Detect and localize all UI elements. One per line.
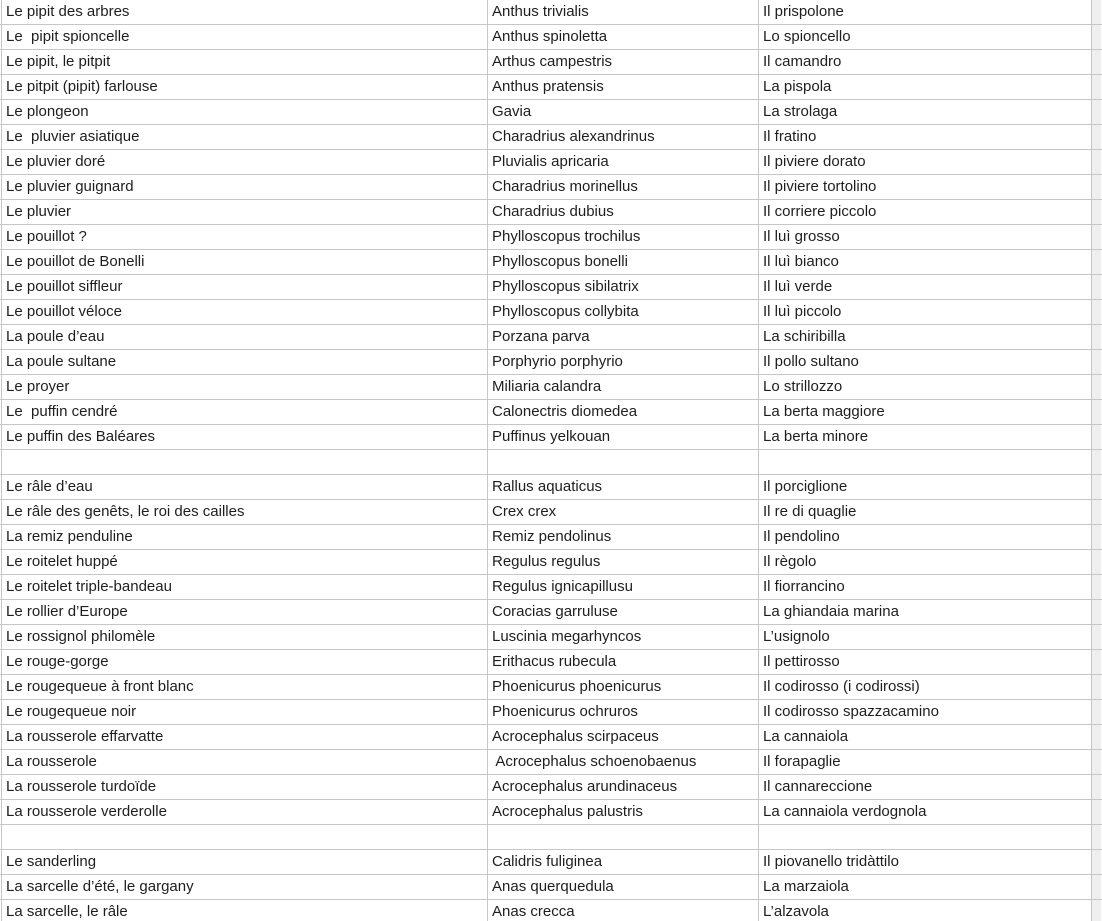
cell-italian-name[interactable] [759,825,1092,849]
cell-latin-name[interactable]: Acrocephalus palustris [488,800,759,824]
partial-column-edge [1092,300,1101,324]
cell-french-name[interactable]: Le pouillot de Bonelli [1,250,488,274]
cell-italian-name[interactable]: Il piviere dorato [759,150,1092,174]
cell-french-name[interactable]: Le roitelet triple-bandeau [1,575,488,599]
partial-column-edge [1092,200,1101,224]
cell-french-name[interactable]: La rousserole [1,750,488,774]
cell-french-name[interactable]: La poule d’eau [1,325,488,349]
cell-italian-name[interactable]: Il luì piccolo [759,300,1092,324]
cell-french-name[interactable]: La rousserole verderolle [1,800,488,824]
cell-french-name[interactable]: Le rollier d’Europe [1,600,488,624]
partial-column-edge [1092,225,1101,249]
cell-french-name[interactable]: Le pitpit (pipit) farlouse [1,75,488,99]
table-row [0,100,1102,125]
cell-latin-name[interactable]: Miliaria calandra [488,375,759,399]
cell-french-name[interactable]: Le rossignol philomèle [1,625,488,649]
partial-column-edge [1092,425,1101,449]
cell-latin-name[interactable]: Anas querquedula [488,875,759,899]
table-row [0,25,1102,50]
table-row [0,200,1102,225]
cell-italian-name[interactable]: Il forapaglie [759,750,1092,774]
table-row [0,475,1102,500]
table-row [0,550,1102,575]
cell-french-name[interactable]: Le rouge-gorge [1,650,488,674]
cell-italian-name[interactable]: L’usignolo [759,625,1092,649]
cell-french-name[interactable]: Le puffin des Baléares [1,425,488,449]
table-row [0,400,1102,425]
cell-latin-name[interactable]: Phoenicurus phoenicurus [488,675,759,699]
table-row [0,625,1102,650]
cell-french-name[interactable]: Le puffin cendré [1,400,488,424]
partial-column-edge [1092,75,1101,99]
table-row [0,425,1102,450]
table-row [0,0,1102,25]
table-row [0,75,1102,100]
partial-column-edge [1092,400,1101,424]
cell-french-name[interactable]: Le pipit spioncelle [1,25,488,49]
partial-column-edge [1092,550,1101,574]
partial-column-edge [1092,700,1101,724]
cell-latin-name[interactable]: Rallus aquaticus [488,475,759,499]
cell-french-name[interactable]: Le roitelet huppé [1,550,488,574]
cell-latin-name[interactable]: Regulus ignicapillusu [488,575,759,599]
partial-column-edge [1092,350,1101,374]
cell-latin-name[interactable] [488,825,759,849]
cell-french-name[interactable]: La rousserole effarvatte [1,725,488,749]
partial-column-edge [1092,275,1101,299]
cell-french-name[interactable]: Le pluvier asiatique [1,125,488,149]
table-row [0,650,1102,675]
cell-latin-name[interactable]: Acrocephalus schoenobaenus [488,750,759,774]
partial-column-edge [1092,50,1101,74]
cell-french-name[interactable] [1,825,488,849]
cell-latin-name[interactable]: Phylloscopus sibilatrix [488,275,759,299]
table-row [0,775,1102,800]
cell-italian-name[interactable]: Il fiorrancino [759,575,1092,599]
partial-column-edge [1092,250,1101,274]
table-row [0,675,1102,700]
cell-french-name[interactable]: Le pluvier guignard [1,175,488,199]
table-row [0,525,1102,550]
cell-italian-name[interactable]: La berta minore [759,425,1092,449]
table-row [0,500,1102,525]
cell-latin-name[interactable]: Gavia [488,100,759,124]
cell-italian-name[interactable]: Il pendolino [759,525,1092,549]
table-row [0,375,1102,400]
cell-french-name[interactable]: Le râle des genêts, le roi des cailles [1,500,488,524]
table-row [0,175,1102,200]
cell-french-name[interactable] [1,450,488,474]
table-row [0,850,1102,875]
cell-latin-name[interactable]: Luscinia megarhyncos [488,625,759,649]
table-row [0,50,1102,75]
cell-latin-name[interactable]: Anas crecca [488,900,759,921]
partial-column-edge [1092,900,1101,921]
partial-column-edge [1092,500,1101,524]
partial-column-edge [1092,675,1101,699]
cell-latin-name[interactable]: Puffinus yelkouan [488,425,759,449]
cell-french-name[interactable]: Le pouillot siffleur [1,275,488,299]
cell-italian-name[interactable]: Il codirosso spazzacamino [759,700,1092,724]
cell-latin-name[interactable]: Calonectris diomedea [488,400,759,424]
table-row [0,750,1102,775]
cell-italian-name[interactable]: Il règolo [759,550,1092,574]
cell-latin-name[interactable]: Calidris fuliginea [488,850,759,874]
cell-latin-name[interactable]: Pluvialis apricaria [488,150,759,174]
cell-latin-name[interactable]: Anthus spinoletta [488,25,759,49]
cell-italian-name[interactable] [759,450,1092,474]
partial-column-edge [1092,850,1101,874]
partial-column-edge [1092,100,1101,124]
partial-column-edge [1092,125,1101,149]
cell-italian-name[interactable]: La cannaiola [759,725,1092,749]
cell-italian-name[interactable]: Il pettirosso [759,650,1092,674]
cell-italian-name[interactable]: Il corriere piccolo [759,200,1092,224]
table-row [0,450,1102,475]
partial-column-edge [1092,600,1101,624]
table-row [0,600,1102,625]
partial-column-edge [1092,475,1101,499]
cell-italian-name[interactable]: La ghiandaia marina [759,600,1092,624]
partial-column-edge [1092,725,1101,749]
cell-french-name[interactable]: Le râle d’eau [1,475,488,499]
partial-column-edge [1092,825,1101,849]
cell-french-name[interactable]: Le rougequeue noir [1,700,488,724]
cell-italian-name[interactable]: La berta maggiore [759,400,1092,424]
cell-italian-name[interactable]: Il camandro [759,50,1092,74]
cell-latin-name[interactable]: Arthus campestris [488,50,759,74]
cell-french-name[interactable]: Le pluvier doré [1,150,488,174]
cell-italian-name[interactable]: Il piovanello tridàttilo [759,850,1092,874]
partial-column-edge [1092,875,1101,899]
table-row [0,575,1102,600]
partial-column-edge [1092,625,1101,649]
cell-italian-name[interactable]: La pispola [759,75,1092,99]
cell-latin-name[interactable]: Anthus pratensis [488,75,759,99]
cell-latin-name[interactable]: Phylloscopus trochilus [488,225,759,249]
cell-french-name[interactable]: Le pluvier [1,200,488,224]
cell-italian-name[interactable]: Il re di quaglie [759,500,1092,524]
table-row [0,825,1102,850]
cell-italian-name[interactable]: Lo spioncello [759,25,1092,49]
cell-italian-name[interactable]: Il prispolone [759,0,1092,24]
partial-column-edge [1092,575,1101,599]
partial-column-edge [1092,150,1101,174]
table-row [0,800,1102,825]
cell-latin-name[interactable]: Porphyrio porphyrio [488,350,759,374]
table-row [0,300,1102,325]
table-row [0,700,1102,725]
partial-column-edge [1092,25,1101,49]
cell-french-name[interactable]: La rousserole turdoïde [1,775,488,799]
partial-column-edge [1092,175,1101,199]
cell-italian-name[interactable]: L’alzavola [759,900,1092,921]
cell-latin-name[interactable]: Phoenicurus ochruros [488,700,759,724]
cell-french-name[interactable]: La sarcelle d’été, le gargany [1,875,488,899]
cell-italian-name[interactable]: Il luì verde [759,275,1092,299]
cell-italian-name[interactable]: La strolaga [759,100,1092,124]
partial-column-edge [1092,375,1101,399]
cell-latin-name[interactable]: Charadrius morinellus [488,175,759,199]
cell-latin-name[interactable]: Erithacus rubecula [488,650,759,674]
cell-italian-name[interactable]: Il fratino [759,125,1092,149]
cell-french-name[interactable]: Le sanderling [1,850,488,874]
cell-latin-name[interactable]: Acrocephalus scirpaceus [488,725,759,749]
cell-french-name[interactable]: Le rougequeue à front blanc [1,675,488,699]
cell-french-name[interactable]: Le proyer [1,375,488,399]
partial-column-edge [1092,800,1101,824]
cell-french-name[interactable]: La poule sultane [1,350,488,374]
cell-french-name[interactable]: Le pouillot véloce [1,300,488,324]
cell-french-name[interactable]: Le pouillot ? [1,225,488,249]
table-row [0,725,1102,750]
partial-column-edge [1092,775,1101,799]
cell-french-name[interactable]: Le plongeon [1,100,488,124]
cell-italian-name[interactable]: La marzaiola [759,875,1092,899]
table-row [0,325,1102,350]
cell-italian-name[interactable]: Il luì bianco [759,250,1092,274]
cell-latin-name[interactable]: Phylloscopus bonelli [488,250,759,274]
cell-french-name[interactable]: Le pipit des arbres [1,0,488,24]
table-row [0,275,1102,300]
cell-latin-name[interactable]: Coracias garruluse [488,600,759,624]
cell-latin-name[interactable]: Porzana parva [488,325,759,349]
cell-italian-name[interactable]: Il pollo sultano [759,350,1092,374]
cell-latin-name[interactable]: Crex crex [488,500,759,524]
cell-latin-name[interactable]: Anthus trivialis [488,0,759,24]
partial-column-edge [1092,650,1101,674]
cell-latin-name[interactable]: Regulus regulus [488,550,759,574]
table-row [0,350,1102,375]
table-row [0,125,1102,150]
cell-italian-name[interactable]: Il piviere tortolino [759,175,1092,199]
partial-column-edge [1092,750,1101,774]
cell-italian-name[interactable]: La schiribilla [759,325,1092,349]
partial-column-edge [1092,325,1101,349]
table-row [0,250,1102,275]
cell-latin-name[interactable]: Acrocephalus arundinaceus [488,775,759,799]
partial-column-edge [1092,450,1101,474]
partial-column-edge [1092,525,1101,549]
table-row [0,875,1102,900]
cell-italian-name[interactable]: Lo strillozzo [759,375,1092,399]
cell-italian-name[interactable]: Il porciglione [759,475,1092,499]
cell-latin-name[interactable]: Charadrius alexandrinus [488,125,759,149]
cell-latin-name[interactable] [488,450,759,474]
cell-french-name[interactable]: La sarcelle, le râle [1,900,488,921]
table-row [0,225,1102,250]
table-row [0,900,1102,921]
partial-column-edge [1092,0,1101,24]
cell-italian-name[interactable]: Il luì grosso [759,225,1092,249]
cell-latin-name[interactable]: Remiz pendolinus [488,525,759,549]
cell-italian-name[interactable]: La cannaiola verdognola [759,800,1092,824]
cell-french-name[interactable]: Le pipit, le pitpit [1,50,488,74]
cell-italian-name[interactable]: Il cannareccione [759,775,1092,799]
cell-french-name[interactable]: La remiz penduline [1,525,488,549]
table-row [0,150,1102,175]
cell-latin-name[interactable]: Charadrius dubius [488,200,759,224]
cell-latin-name[interactable]: Phylloscopus collybita [488,300,759,324]
cell-italian-name[interactable]: Il codirosso (i codirossi) [759,675,1092,699]
